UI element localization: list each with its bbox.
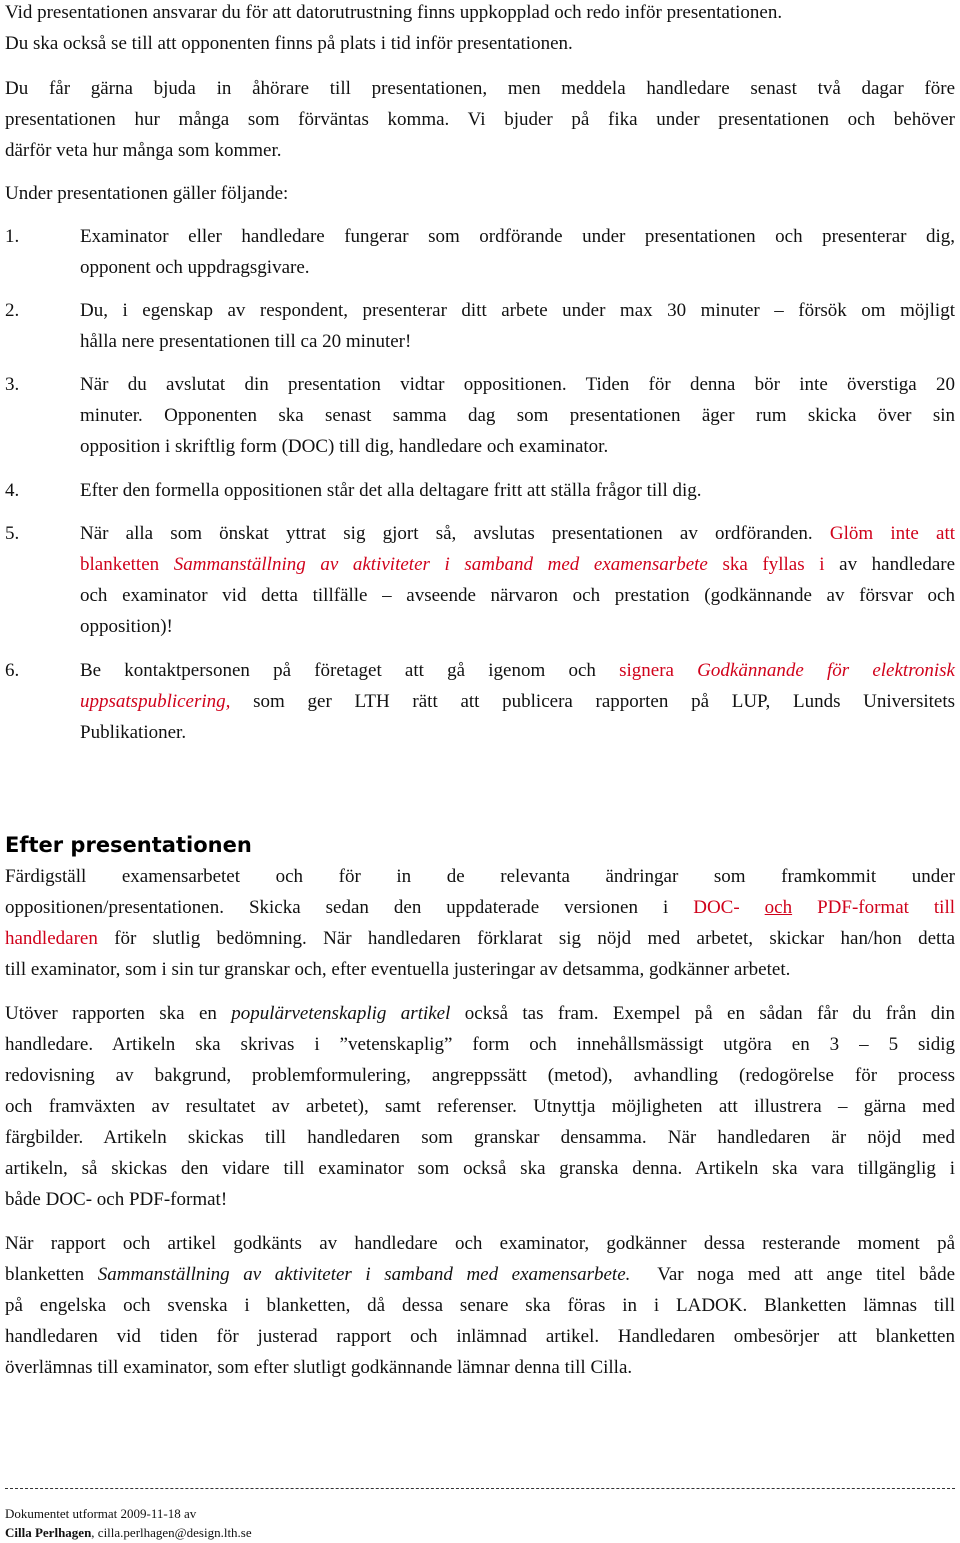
text-span: Be kontaktpersonen på företaget att gå igenom och	[80, 660, 596, 681]
text-span: Var noga med att ange titel både	[657, 1264, 955, 1285]
list-item-text: opponent och uppdragsgivare.	[80, 257, 310, 278]
text-span: av handledare	[839, 554, 956, 575]
list-item-text: Examinator eller handledare fungerar som ordförande under presentationen och presenterar dig,	[80, 226, 955, 247]
text-span: också tas fram. Exempel på en sådan får du från din	[464, 1003, 956, 1024]
list-item-text: och examinator vid detta tillfälle – avseende närvaron och prestation (godkännande av försvar och	[80, 585, 955, 606]
list-item-text	[80, 655, 955, 686]
list-number: 2.	[5, 300, 20, 321]
paragraph-line: handledare. Artikeln ska skrivas i ”vetenskaplig” form och innehållsmässigt utgöra en 3 – 5 sidig	[5, 1034, 955, 1055]
red-note: och	[764, 897, 793, 918]
paragraph-line	[5, 923, 955, 954]
paragraph-line: och framväxten av resultatet av arbetet), samt referenser. Utnyttja möjligheten att illustrera – gärna med	[5, 1096, 955, 1117]
list-item-text: opposition)!	[80, 616, 173, 637]
paragraph-line: handledaren vid tiden för justerad rapport och inlämnad artikel. Handledaren ombesörjer att blanketten	[5, 1326, 955, 1347]
red-note: ska fyllas i	[722, 554, 825, 575]
paragraph-line	[5, 892, 955, 923]
footer-line	[5, 1525, 252, 1541]
list-item-text: Du, i egenskap av respondent, presenterar ditt arbete under max 30 minuter – försök om möjligt	[80, 300, 955, 321]
paragraph-line	[5, 1259, 955, 1290]
list-item-text	[80, 518, 955, 549]
intro-line: därför veta hur många som kommer.	[5, 140, 282, 161]
list-number: 6.	[5, 660, 20, 681]
list-item-text: Publikationer.	[80, 722, 187, 743]
paragraph-line: både DOC- och PDF-format!	[5, 1189, 228, 1210]
intro-line: Du ska också se till att opponenten finns på plats i tid inför presentationen.	[5, 33, 573, 54]
author-email: , cilla.perlhagen@design.lth.se	[91, 1525, 252, 1540]
paragraph-line	[5, 998, 955, 1029]
text-span: för slutlig bedömning. När handledaren förklarat sig nöjd med arbetet, skickar han/hon detta	[114, 928, 955, 949]
paragraph-line: redovisning av bakgrund, problemformulering, angreppssätt (metod), avhandling (redogörelse för process	[5, 1065, 955, 1086]
list-item-text: När du avslutat din presentation vidtar oppositionen. Tiden för denna bör inte överstiga 20	[80, 374, 955, 395]
intro-line: Du får gärna bjuda in åhörare till presentationen, men meddela handledare senast två dagar före	[5, 78, 955, 99]
author-name: Cilla Perlhagen	[5, 1525, 92, 1540]
red-note: DOC-	[693, 897, 740, 918]
section-heading: Efter presentationen	[5, 833, 252, 857]
paragraph-line: på engelska och svenska i blanketten, då dessa senare ska föras in i LADOK. Blanketten lämnas till	[5, 1295, 955, 1316]
form-name: Sammanställning av aktiviteter i samband med examensarbete	[173, 554, 708, 575]
text-span: blanketten	[5, 1264, 85, 1285]
list-item-text: opposition i skriftlig form (DOC) till dig, handledare och examinator.	[80, 436, 609, 457]
list-item-text: minuter. Opponenten ska senast samma dag som presentationen äger rum skicka över sin	[80, 405, 955, 426]
red-note: handledaren	[5, 928, 98, 949]
intro-line: presentationen hur många som förväntas komma. Vi bjuder på fika under presentationen och behöver	[5, 109, 955, 130]
list-number: 3.	[5, 374, 20, 395]
text-span: När alla som önskat yttrat sig gjort så, avslutas presentationen av ordföranden.	[80, 523, 813, 544]
red-note: blanketten	[80, 554, 160, 575]
footer-line: Dokumentet utformat 2009-11-18 av	[5, 1506, 197, 1521]
form-name: Sammanställning av aktiviteter i samband med examensarbete.	[97, 1264, 631, 1285]
paragraph-line: färgbilder. Artikeln skickas till handledaren som granskar densamma. När handledaren är nöjd med	[5, 1127, 955, 1148]
paragraph-line: till examinator, som i sin tur granskar och, efter eventuella justeringar av detsamma, godkänner arbetet.	[5, 959, 791, 980]
paragraph-line: artikeln, så skickas den vidare till examinator som också ska granska denna. Artikeln ska vara tillgänglig i	[5, 1158, 955, 1179]
paragraph-line: Färdigställ examensarbetet och för in de relevanta ändringar som framkommit under	[5, 866, 955, 887]
form-name: Godkännande för elektronisk	[697, 660, 955, 681]
intro-line: Under presentationen gäller följande:	[5, 183, 289, 204]
paragraph-line: överlämnas till examinator, som efter slutligt godkännande lämnar denna till Cilla.	[5, 1357, 633, 1378]
red-note: signera	[619, 660, 674, 681]
list-number: 4.	[5, 480, 20, 501]
list-item-text	[80, 549, 955, 580]
list-item-text: hålla nere presentationen till ca 20 minuter!	[80, 331, 412, 352]
intro-line: Vid presentationen ansvarar du för att datorutrustning finns uppkopplad och redo inför presentationen.	[5, 2, 783, 23]
paragraph-line: När rapport och artikel godkänts av handledare och examinator, godkänner dessa resterande moment på	[5, 1233, 955, 1254]
red-note: PDF-format till	[817, 897, 956, 918]
footer-divider	[5, 1488, 955, 1489]
text-span: som ger LTH rätt att publicera rapporten på LUP, Lunds Universitets	[253, 691, 956, 712]
list-number: 1.	[5, 226, 20, 247]
list-item-text: Efter den formella oppositionen står det alla deltagare fritt att ställa frågor till dig.	[80, 480, 702, 501]
red-note: Glöm inte att	[829, 523, 956, 544]
text-span: oppositionen/presentationen. Skicka sedan den uppdaterade versionen i	[5, 897, 669, 918]
form-name: uppsatspublicering,	[80, 691, 231, 712]
list-item-text	[80, 686, 955, 717]
emphasis: populärvetenskaplig artikel	[231, 1003, 451, 1024]
list-number: 5.	[5, 523, 20, 544]
text-span: Utöver rapporten ska en	[5, 1003, 217, 1024]
